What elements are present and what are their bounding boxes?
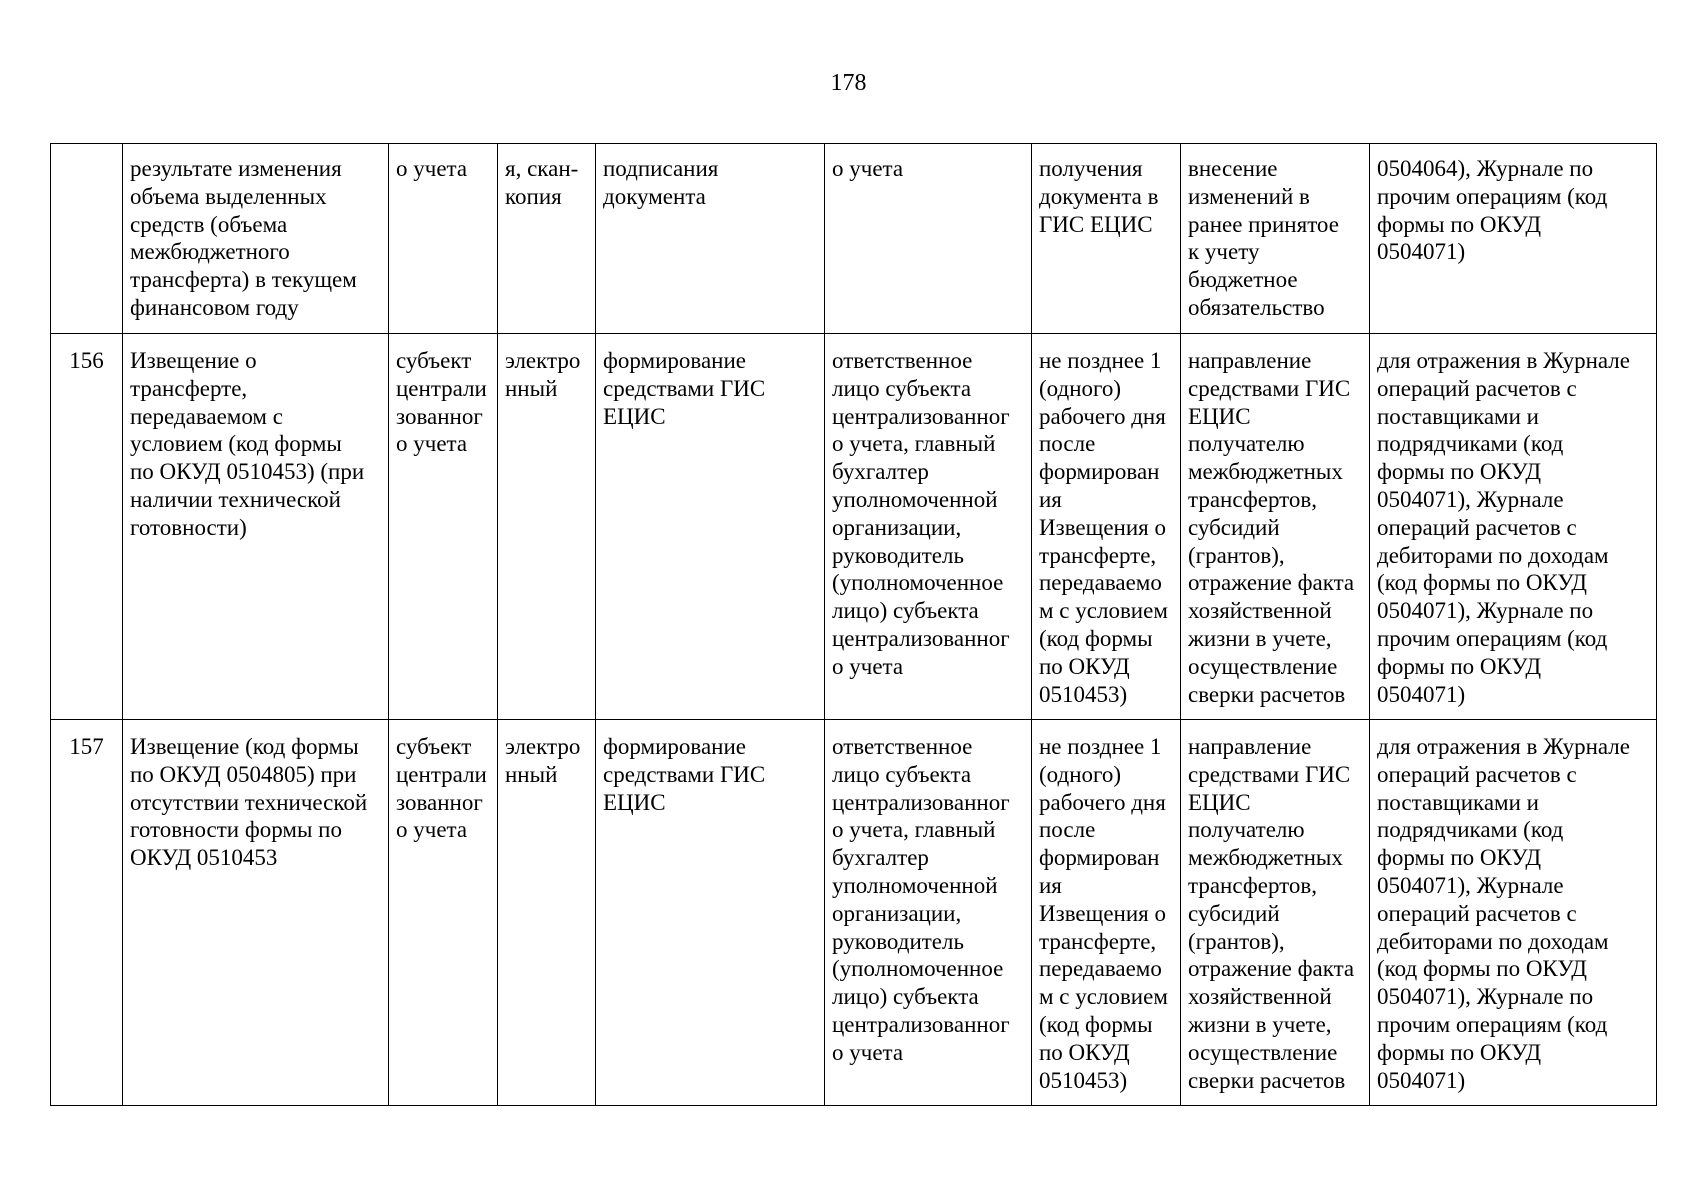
signing-cell: формирование средствами ГИС ЕЦИС [596, 334, 825, 720]
register-cell: для отражения в Журнале операций расчетов с поставщиками и подрядчиками (код формы по ОКУД 0504071), Журнале операций расчетов с дебиторами по доходам (код формы по ОКУД 0504071), Журнале по прочим операциям (код формы по ОКУД 0504071) [1370, 334, 1657, 720]
row-number-cell [51, 144, 123, 334]
document-table [50, 143, 1657, 1106]
table-row [51, 334, 1657, 720]
row-number-cell: 157 [51, 720, 123, 1106]
deadline-cell: не позднее 1 (одного) рабочего дня после формирован ия Извещения о трансферте, передаваемо м с условием (код формы по ОКУД 0510453) [1032, 334, 1181, 720]
action-cell: внесение изменений в ранее принятое к учету бюджетное обязательство [1181, 144, 1370, 334]
responsible-cell: о учета [389, 144, 498, 334]
register-cell: для отражения в Журнале операций расчетов с поставщиками и подрядчиками (код формы по ОКУД 0504071), Журнале операций расчетов с дебиторами по доходам (код формы по ОКУД 0504071), Журнале по прочим операциям (код формы по ОКУД 0504071) [1370, 720, 1657, 1106]
table-row [51, 720, 1657, 1106]
signer-cell: ответственное лицо субъекта централизованног о учета, главный бухгалтер уполномоченной организации, руководитель (уполномоченное лицо) субъекта централизованног о учета [825, 334, 1032, 720]
action-cell: направление средствами ГИС ЕЦИС получателю межбюджетных трансфертов, субсидий (грантов), отражение факта хозяйственной жизни в учете, осуществление сверки расчетов [1181, 334, 1370, 720]
document-name-cell: Извещение (код формы по ОКУД 0504805) при отсутствии технической готовности формы по ОКУД 0510453 [123, 720, 389, 1106]
deadline-cell: не позднее 1 (одного) рабочего дня после формирован ия Извещения о трансферте, передаваемо м с условием (код формы по ОКУД 0510453) [1032, 720, 1181, 1106]
document-name-cell: результате изменения объема выделенных средств (объема межбюджетного трансферта) в текущем финансовом году [123, 144, 389, 334]
signer-cell: ответственное лицо субъекта централизованног о учета, главный бухгалтер уполномоченной организации, руководитель (уполномоченное лицо) субъекта централизованног о учета [825, 720, 1032, 1106]
format-cell: электро нный [498, 334, 596, 720]
signer-cell: о учета [825, 144, 1032, 334]
table-row [51, 144, 1657, 334]
responsible-cell: субъект централи зованног о учета [389, 720, 498, 1106]
row-number-cell: 156 [51, 334, 123, 720]
signing-cell: формирование средствами ГИС ЕЦИС [596, 720, 825, 1106]
signing-cell: подписания документа [596, 144, 825, 334]
document-name-cell: Извещение о трансферте, передаваемом с условием (код формы по ОКУД 0510453) (при наличии технической готовности) [123, 334, 389, 720]
action-cell: направление средствами ГИС ЕЦИС получателю межбюджетных трансфертов, субсидий (грантов), отражение факта хозяйственной жизни в учете, осуществление сверки расчетов [1181, 720, 1370, 1106]
deadline-cell: получения документа в ГИС ЕЦИС [1032, 144, 1181, 334]
format-cell: я, скан- копия [498, 144, 596, 334]
page-number: 178 [830, 70, 867, 96]
register-cell: 0504064), Журнале по прочим операциям (код формы по ОКУД 0504071) [1370, 144, 1657, 334]
format-cell: электро нный [498, 720, 596, 1106]
responsible-cell: субъект централи зованног о учета [389, 334, 498, 720]
